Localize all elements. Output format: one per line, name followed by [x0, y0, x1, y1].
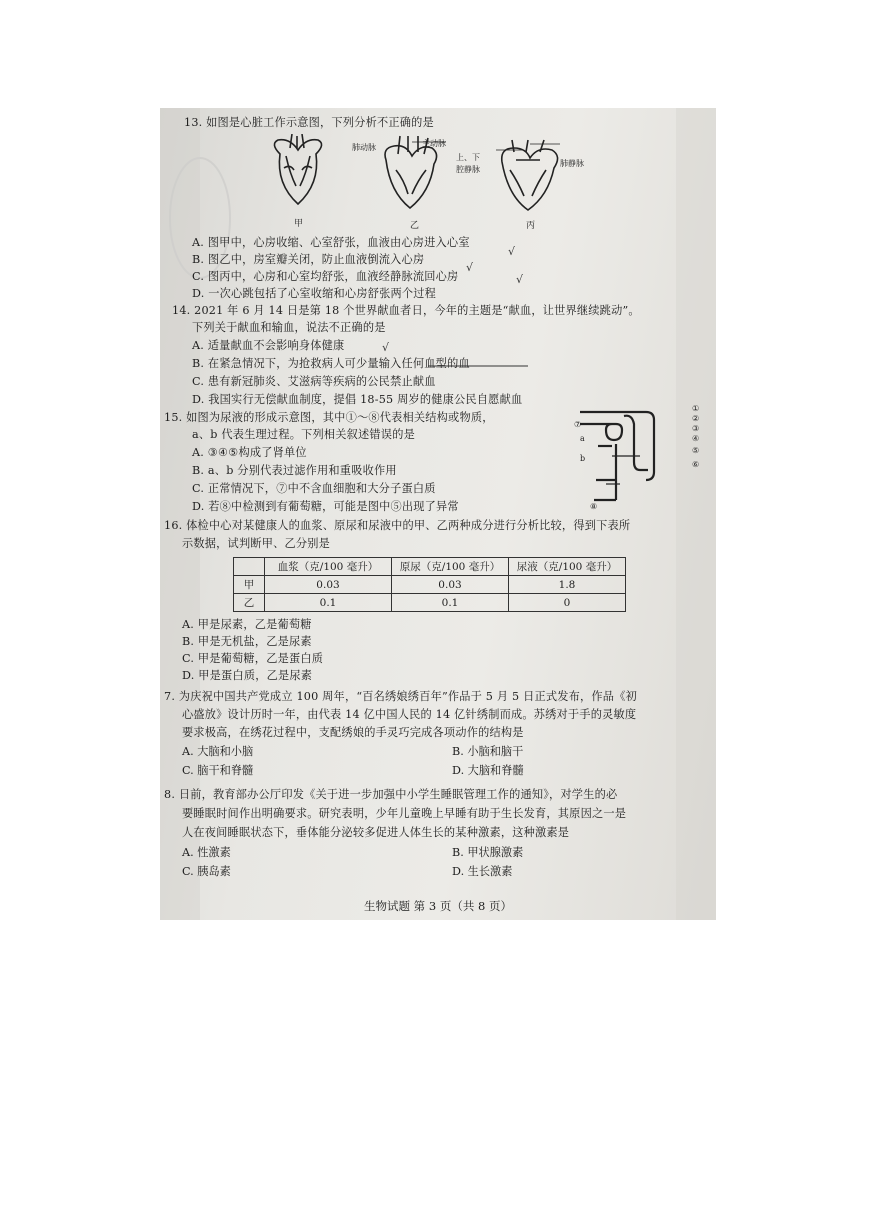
q18-option-c: C. 胰岛素: [182, 865, 231, 878]
q16-option-c: C. 甲是葡萄糖，乙是蛋白质: [182, 652, 324, 665]
page-footer: 生物试题 第 3 页（共 8 页）: [364, 899, 512, 913]
table-header-cell: [234, 558, 265, 576]
table-header-row: [234, 558, 626, 576]
q17-stem-line1: 7. 为庆祝中国共产党成立 100 周年，“百名绣娘绣百年”作品于 5 月 5 日正式发布，作品《初: [164, 690, 637, 703]
q16-option-a: A. 甲是尿素，乙是葡萄糖: [182, 618, 312, 631]
q15-stem-line2: a、b 代表生理过程。下列相关叙述错误的是: [192, 428, 415, 441]
heart-diagram: [260, 134, 580, 230]
exam-page-photo: [160, 108, 716, 920]
fig-num-1: ①: [692, 404, 700, 413]
table-header-cell: 原尿（克/100 毫升）: [392, 558, 509, 576]
fig-num-4: ④: [692, 434, 700, 443]
q13-stem: 13. 如图是心脏工作示意图，下列分析不正确的是: [184, 116, 434, 129]
fig-num-7: ⑦: [574, 420, 582, 429]
strikethrough-mark: [428, 360, 528, 372]
q14-option-a: A. 适量献血不会影响身体健康: [192, 339, 345, 352]
q14-option-c: C. 患有新冠肺炎、艾滋病等疾病的公民禁止献血: [192, 375, 436, 388]
label-vena-cava-top: 上、下: [456, 153, 480, 162]
q14-stem-line1: 14. 2021 年 6 月 14 日是第 18 个世界献血者日，今年的主题是“献血，让世界继续跳动”。: [172, 304, 640, 317]
fig-label-b: b: [580, 454, 586, 463]
fig-num-6: ⑥: [692, 460, 700, 469]
q13-option-d: D. 一次心跳包括了心室收缩和心房舒张两个过程: [192, 287, 437, 300]
table-cell: 0.03: [265, 576, 392, 594]
table-header-cell: 血浆（克/100 毫升）: [265, 558, 392, 576]
q18-stem-line1: 8. 日前，教育部办公厅印发《关于进一步加强中小学生睡眠管理工作的通知》，对学生的必: [164, 788, 618, 801]
q16-option-b: B. 甲是无机盐，乙是尿素: [182, 635, 312, 648]
q18-option-a: A. 性激素: [182, 846, 231, 859]
checkmark-icon: √: [382, 341, 390, 354]
q15-stem-line1: 15. 如图为尿液的形成示意图，其中①～⑧代表相关结构或物质，: [164, 411, 494, 424]
fig-num-5: ⑤: [692, 446, 700, 455]
label-jia: 甲: [294, 219, 304, 229]
table-header-cell: 尿液（克/100 毫升）: [509, 558, 626, 576]
table-cell: 甲: [234, 576, 265, 594]
fig-num-2: ②: [692, 414, 700, 423]
q13-option-a: A. 图甲中，心房收缩、心室舒张，血液由心房进入心室: [192, 236, 470, 249]
q17-option-c: C. 脑干和脊髓: [182, 764, 254, 777]
checkmark-icon: √: [466, 261, 474, 274]
table-row: [234, 594, 626, 612]
q14-option-b: B. 在紧急情况下，为抢救病人可少量输入任何血型的血: [192, 357, 470, 370]
checkmark-icon: √: [516, 273, 524, 286]
q17-option-a: A. 大脑和小脑: [182, 745, 254, 758]
q17-stem-line2: 心盛放》设计历时一年，由代表 14 亿中国人民的 14 亿针绣制而成。苏绣对于手的灵敏度: [182, 708, 637, 721]
q16-stem-line2: 示数据，试判断甲、乙分别是: [182, 537, 331, 550]
table-cell: 0.03: [392, 576, 509, 594]
heart-bing-icon: [502, 140, 558, 210]
q18-stem-line3: 人在夜间睡眠状态下，垂体能分泌较多促进人体生长的某种激素，这种激素是: [182, 826, 570, 839]
fig-num-8: ⑧: [590, 502, 598, 511]
q15-option-b: B. a、b 分别代表过滤作用和重吸收作用: [192, 464, 397, 477]
q16-option-d: D. 甲是蛋白质，乙是尿素: [182, 669, 313, 682]
composition-table: [233, 557, 626, 612]
q13-option-c: C. 图丙中，心房和心室均舒张，血液经静脉流回心房: [192, 270, 459, 283]
fig-num-3: ③: [692, 424, 700, 433]
q17-option-d: D. 大脑和脊髓: [452, 764, 524, 777]
label-bing: 丙: [526, 221, 536, 231]
table-cell: 乙: [234, 594, 265, 612]
fig-label-a: a: [580, 434, 585, 443]
q18-option-b: B. 甲状腺激素: [452, 846, 524, 859]
q15-option-a: A. ③④⑤构成了肾单位: [192, 446, 307, 459]
q17-stem-line3: 要求极高，在绣花过程中，支配绣娘的手灵巧完成各项动作的结构是: [182, 726, 524, 739]
q15-option-c: C. 正常情况下，⑦中不含血细胞和大分子蛋白质: [192, 482, 436, 495]
checkmark-icon: √: [508, 245, 516, 258]
label-pulmonary-vein: 肺静脉: [560, 159, 584, 168]
q16-stem-line1: 16. 体检中心对某健康人的血浆、原尿和尿液中的甲、乙两种成分进行分析比较，得到下表所: [164, 519, 631, 532]
label-yi: 乙: [410, 221, 420, 231]
table-cell: 0.1: [265, 594, 392, 612]
heart-jia-icon: [274, 134, 321, 204]
table-cell: 0.1: [392, 594, 509, 612]
q18-stem-line2: 要睡眠时间作出明确要求。研究表明，少年儿童晚上早睡有助于生长发育，其原因之一是: [182, 807, 627, 820]
table-cell: 0: [509, 594, 626, 612]
q13-option-b: B. 图乙中，房室瓣关闭，防止血液倒流入心房: [192, 253, 425, 266]
q14-stem-line2: 下列关于献血和输血，说法不正确的是: [192, 321, 386, 334]
table-row: [234, 576, 626, 594]
label-aorta: 主动脉: [422, 139, 446, 148]
q15-option-d: D. 若⑧中检测到有葡萄糖，可能是图中⑤出现了异常: [192, 500, 459, 513]
nephron-diagram: [576, 400, 694, 510]
table-cell: 1.8: [509, 576, 626, 594]
label-vena-cava-bottom: 腔静脉: [456, 165, 480, 174]
q17-option-b: B. 小脑和脑干: [452, 745, 524, 758]
q14-option-d: D. 我国实行无偿献血制度，提倡 18-55 周岁的健康公民自愿献血: [192, 393, 523, 406]
label-pulmonary-artery: 肺动脉: [352, 143, 376, 152]
q18-option-d: D. 生长激素: [452, 865, 513, 878]
